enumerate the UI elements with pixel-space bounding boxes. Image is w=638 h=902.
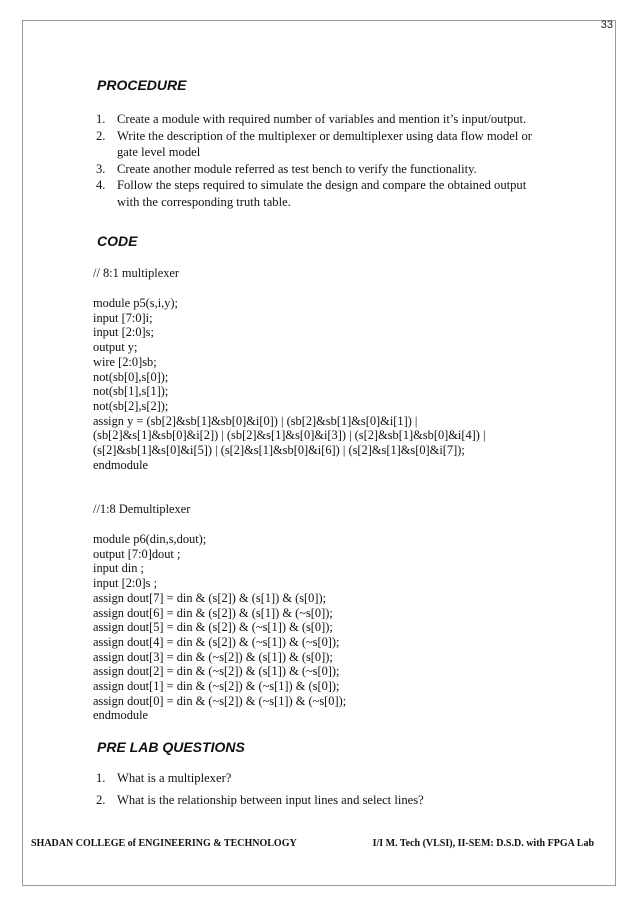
code-line: assign dout[1] = din & (~s[2]) & (~s[1]) & (s[0]);: [93, 679, 340, 694]
code-line: assign dout[3] = din & (~s[2]) & (s[1]) & (s[0]);: [93, 649, 333, 664]
code-heading: CODE: [97, 233, 138, 249]
item-number: 3.: [96, 161, 106, 176]
code-line: endmodule: [93, 708, 149, 723]
footer-college: SHADAN COLLEGE of ENGINEERING & TECHNOLOGY: [31, 838, 297, 849]
item-number: 2.: [96, 128, 106, 143]
procedure-item: [96, 161, 546, 178]
code-line: input [2:0]s ;: [93, 576, 158, 591]
item-number: 2.: [96, 793, 106, 807]
procedure-item: [96, 128, 546, 161]
mux-comment: // 8:1 multiplexer: [93, 266, 180, 280]
demux-code-block: [93, 532, 573, 723]
item-number: 1.: [96, 771, 106, 785]
code-line: input [2:0]s;: [93, 325, 154, 340]
item-text: Create another module referred as test bench to verify the functionality.: [117, 161, 477, 176]
code-line: module p6(din,s,dout);: [93, 532, 207, 546]
code-line: output y;: [93, 340, 138, 355]
code-line: module p5(s,i,y);: [93, 296, 179, 310]
item-text: Follow the steps required to simulate the design and compare the obtained output with the corresponding truth table.: [117, 178, 527, 209]
procedure-item: [96, 177, 546, 210]
demux-comment: //1:8 Demultiplexer: [93, 502, 191, 516]
code-line: assign y = (sb[2]&sb[1]&sb[0]&i[0]) | (sb[2]&sb[1]&s[0]&i[1]) |: [93, 413, 418, 428]
code-line: (sb[2]&s[1]&sb[0]&i[2]) | (sb[2]&s[1]&s[0]&i[3]) | (s[2]&sb[1]&sb[0]&i[4]) |: [93, 428, 486, 443]
item-text: Create a module with required number of variables and mention it’s input/output.: [117, 112, 527, 126]
procedure-item: [96, 111, 546, 128]
code-line: input din ;: [93, 561, 144, 576]
footer-course: I/I M. Tech (VLSI), II-SEM: D.S.D. with FPGA Lab: [372, 838, 594, 849]
pre-lab-list: [96, 770, 424, 814]
code-line: assign dout[2] = din & (~s[2]) & (s[1]) & (~s[0]);: [93, 664, 340, 679]
item-text: What is the relationship between input lines and select lines?: [117, 793, 424, 807]
item-number: 1.: [96, 112, 106, 126]
code-line: assign dout[6] = din & (s[2]) & (s[1]) & (~s[0]);: [93, 605, 333, 620]
procedure-list: [96, 111, 546, 210]
code-line: (s[2]&sb[1]&s[0]&i[5]) | (s[2]&s[1]&sb[0]&i[6]) | (s[2]&s[1]&s[0]&i[7]);: [93, 443, 465, 458]
page-number: 33: [600, 19, 613, 31]
code-line: input [7:0]i;: [93, 310, 153, 325]
code-line: assign dout[4] = din & (s[2]) & (~s[1]) & (~s[0]);: [93, 634, 340, 649]
pre-lab-item: [96, 770, 424, 792]
code-line: wire [2:0]sb;: [93, 354, 157, 369]
pre-lab-heading: PRE LAB QUESTIONS: [97, 739, 245, 755]
item-number: 4.: [96, 178, 106, 192]
code-line: endmodule: [93, 457, 149, 472]
pre-lab-item: [96, 792, 424, 814]
code-line: assign dout[0] = din & (~s[2]) & (~s[1]) & (~s[0]);: [93, 693, 347, 708]
code-line: assign dout[7] = din & (s[2]) & (s[1]) & (s[0]);: [93, 590, 327, 605]
item-text: What is a multiplexer?: [117, 771, 232, 785]
code-line: not(sb[2],s[2]);: [93, 398, 169, 413]
code-line: assign dout[5] = din & (s[2]) & (~s[1]) & (s[0]);: [93, 620, 333, 635]
procedure-heading: PROCEDURE: [97, 77, 187, 93]
item-text: Write the description of the multiplexer or demultiplexer using data flow model or gate level model: [117, 128, 532, 159]
code-line: not(sb[1],s[1]);: [93, 384, 169, 399]
code-line: output [7:0]dout ;: [93, 546, 181, 561]
mux-code-block: [93, 296, 573, 472]
code-line: not(sb[0],s[0]);: [93, 369, 169, 384]
